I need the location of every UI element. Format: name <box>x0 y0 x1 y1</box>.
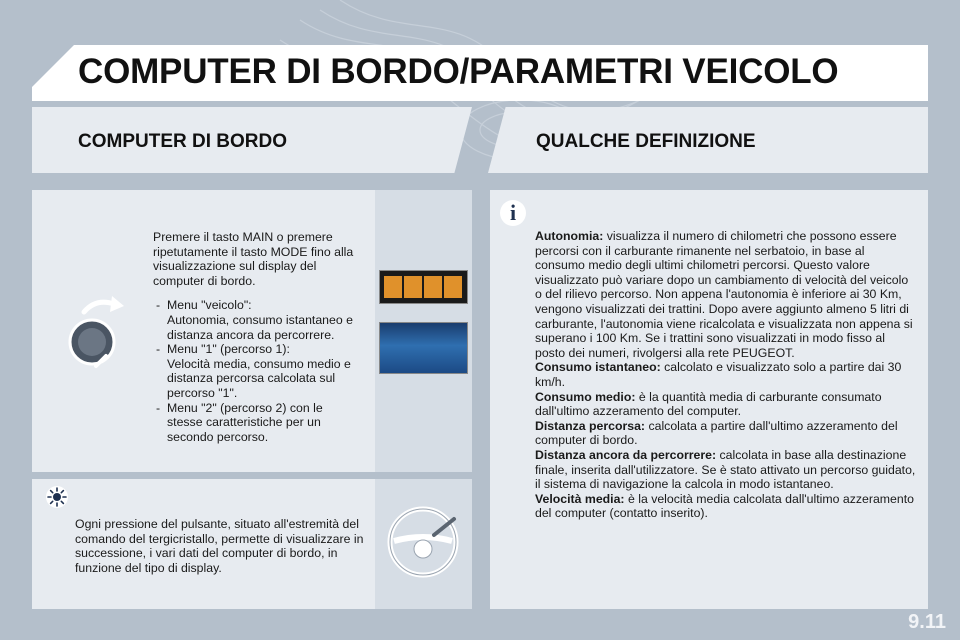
definition-item <box>535 448 917 492</box>
definition-item <box>535 229 917 360</box>
right-section-heading: QUALCHE DEFINIZIONE <box>536 131 756 152</box>
definition-text: calcolato e visualizzato solo a partire dai 30 km/h. <box>535 360 902 389</box>
intro-paragraph: Premere il tasto MAIN o premere ripetutamente il tasto MODE fino alla visualizzazione sul display del computer di bordo. <box>153 230 354 288</box>
definitions-list <box>535 229 917 521</box>
steering-wheel-icon <box>386 505 460 579</box>
menu-item-label: Menu "veicolo": <box>167 298 252 313</box>
sun-icon <box>45 485 69 509</box>
orange-display-screen <box>379 270 468 304</box>
menu-item-label: Menu "2" (percorso 2) con le <box>167 400 323 415</box>
instructions-text <box>153 230 368 444</box>
page-number: 9.11 <box>908 611 946 633</box>
definition-text: è la velocità media calcolata dall'ultimo azzeramento del computer (contatto inserito). <box>535 491 914 521</box>
navigation-display-screen <box>379 322 468 374</box>
definition-item <box>535 419 917 448</box>
menu-item-detail: stesse caratteristiche per un secondo percorso. <box>167 415 321 444</box>
rotary-knob-icon <box>66 290 146 370</box>
menu-list <box>153 298 368 444</box>
menu-item-label: Menu "1" (percorso 1): <box>167 342 290 357</box>
tip-text: Ogni pressione del pulsante, situato all'estremità del comando del tergicristallo, permette di visualizzare in successione, i vari dati del computer di bordo, in funzione del tipo di display. <box>75 517 364 575</box>
left-section-heading: COMPUTER DI BORDO <box>78 131 287 152</box>
menu-item <box>153 298 368 342</box>
definition-term: Velocità media: <box>535 491 625 506</box>
definition-term: Consumo medio: <box>535 389 636 404</box>
menu-item-detail: Autonomia, consumo istantaneo e distanza ancora da percorrere. <box>167 312 353 342</box>
definition-item <box>535 360 917 389</box>
definition-text: calcolata a partire dall'ultimo azzeramento del computer di bordo. <box>535 418 898 448</box>
page-title: COMPUTER DI BORDO/PARAMETRI VEICOLO <box>78 52 839 91</box>
display-tiles-icon <box>380 271 467 303</box>
menu-item <box>153 401 368 445</box>
definition-term: Consumo istantaneo: <box>535 360 661 375</box>
definition-text: è la quantità media di carburante consumato dall'ultimo azzeramento del computer. <box>535 389 882 419</box>
definition-term: Autonomia: <box>535 229 604 243</box>
definition-term: Distanza ancora da percorrere: <box>535 447 717 462</box>
menu-item <box>153 342 368 400</box>
menu-item-detail: Velocità media, consumo medio e distanza percorsa calcolata sul percorso "1". <box>167 356 351 400</box>
definition-text: calcolata in base alla destinazione finale, inserita dall'utilizzatore. Se è stato attivato un percorso guidato, il sistema di navigazione la calcola in modo istantaneo. <box>535 447 916 492</box>
definition-text: visualizza il numero di chilometri che possono essere percorsi con il carburante rimanente nel serbatoio, in base al consumo medio degli ultimi chilometri percorsi. Questo valore visualizzato può variare dopo un cambiamento di velocità del veicolo o del rilievo percorso. Non appena l'autonomia è inferiore ai 30 Km, vengono visualizzati dei trattini. Dopo avere aggiunto almeno 5 litri di carburante, l'autonomia viene ricalcolata e visualizzata non appena si superano i 100 Km. Se i trattini sono visualizzati in modo fisso al posto dei numeri, rivolgersi alla rete PEUGEOT. <box>535 229 913 360</box>
definition-term: Distanza percorsa: <box>535 418 646 433</box>
definition-item <box>535 492 917 521</box>
definition-item <box>535 390 917 419</box>
info-icon: i <box>500 200 526 226</box>
